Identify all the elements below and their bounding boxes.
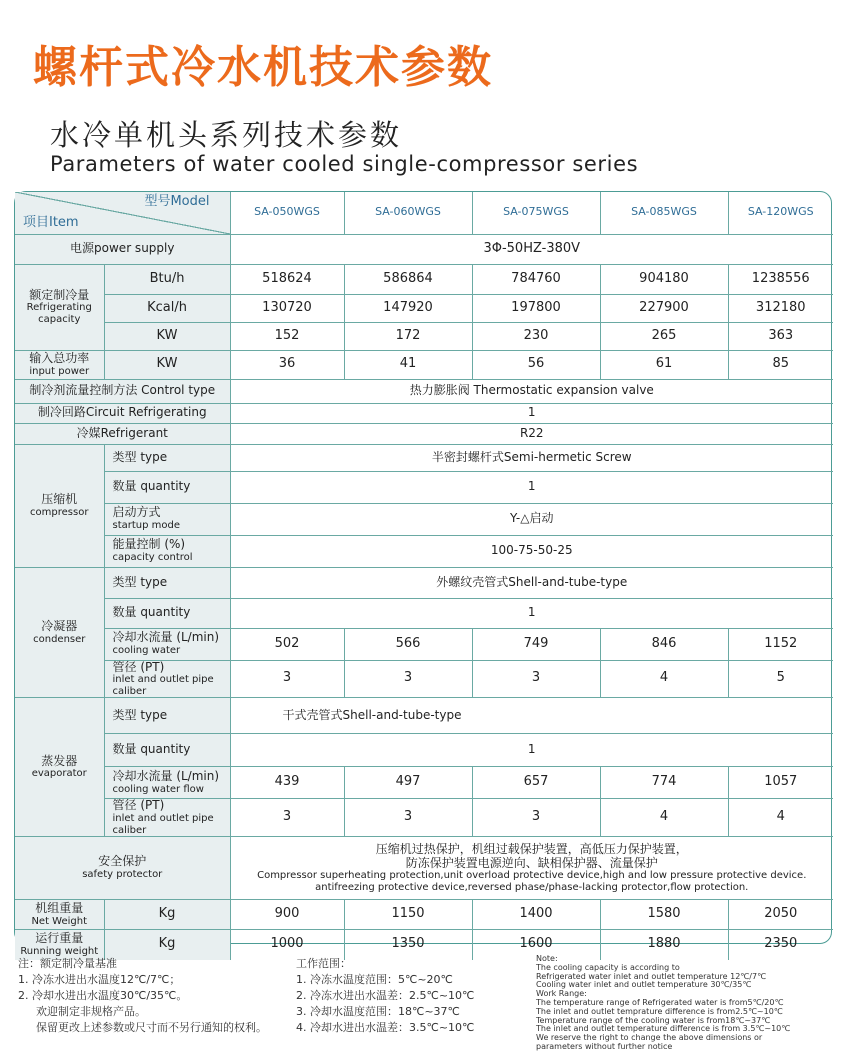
condenser-flow-value: 502 <box>230 628 344 660</box>
evaporator-quantity-label: 数量 quantity <box>104 734 230 767</box>
safety-value-cell <box>230 837 833 900</box>
note-line: 2. 冷却水进出水温度30℃/35℃。 <box>18 989 188 1002</box>
condenser-flow-label-en: cooling water <box>112 645 181 657</box>
input-power-value: 56 <box>472 350 600 379</box>
capacity-value: 152 <box>230 322 344 350</box>
evaporator-flow-value: 657 <box>472 767 600 799</box>
capacity-row-kw <box>15 322 833 350</box>
running-weight-value: 2350 <box>728 930 833 960</box>
condenser-pipe-value: 3 <box>230 660 344 698</box>
input-power-unit: KW <box>104 350 230 379</box>
condenser-flow-row <box>15 628 833 660</box>
page-title: 螺杆式冷水机技术参数 <box>33 42 493 93</box>
compressor-label-cell <box>15 444 104 567</box>
evaporator-flow-row <box>15 767 833 799</box>
condenser-pipe-label-cell <box>104 660 230 698</box>
running-weight-label-cn: 运行重量 <box>35 931 84 946</box>
net-weight-unit: Kg <box>104 900 230 930</box>
condenser-flow-value: 1152 <box>728 628 833 660</box>
compressor-type-row <box>15 444 833 471</box>
work-range-line: 4. 冷却水进出水温差：3.5℃~10℃ <box>296 1021 475 1034</box>
refrigerant-label: 冷媒Refrigerant <box>15 423 230 444</box>
note-en-line: The inlet and outlet temperature difference is from 3.5℃~10℃ <box>536 1024 791 1034</box>
evaporator-flow-value: 439 <box>230 767 344 799</box>
capacity-label-cell <box>15 264 104 350</box>
note-en-line: The cooling capacity is according to <box>536 962 680 972</box>
compressor-type-value: 半密封螺杆式Semi-hermetic Screw <box>230 444 833 471</box>
note-en-line: The temperature range of Refrigerated water is from5℃/20℃ <box>536 997 784 1007</box>
safety-line-en-1: Compressor superheating protection,unit overload protective device,high and low pressure protective device. <box>257 870 807 882</box>
evaporator-pipe-value: 4 <box>728 799 833 837</box>
running-weight-value: 1000 <box>230 930 344 960</box>
work-range-chinese <box>296 956 474 1036</box>
capacity-value: 363 <box>728 322 833 350</box>
work-range-line: 3. 冷却水温度范围：18℃~37℃ <box>296 1005 460 1018</box>
capacity-unit: Kcal/h <box>104 294 230 322</box>
power-supply-row <box>15 234 833 264</box>
evaporator-pipe-label-cn: 管径 (PT) <box>112 798 165 813</box>
note-en-line: Cooling water inlet and outlet temperature 30℃/35℃ <box>536 980 752 990</box>
note-en-line: Note: <box>536 954 558 963</box>
compressor-startup-row <box>15 503 833 535</box>
evaporator-pipe-label-en: inlet and outlet pipe caliber <box>112 813 214 836</box>
control-type-row <box>15 379 833 403</box>
item-header-label: 项目Item <box>23 214 79 230</box>
capacity-control-label-cn: 能量控制 (%) <box>112 537 186 552</box>
compressor-quantity-row <box>15 471 833 503</box>
model-name: SA-085WGS <box>600 192 728 234</box>
net-weight-label-en: Net Weight <box>31 915 88 927</box>
evaporator-type-row <box>15 698 833 734</box>
net-weight-label-cn: 机组重量 <box>35 900 84 915</box>
net-weight-row <box>15 900 833 930</box>
capacity-value: 147920 <box>344 294 472 322</box>
evaporator-quantity-row <box>15 734 833 767</box>
evaporator-pipe-label-cell <box>104 799 230 837</box>
input-power-value: 36 <box>230 350 344 379</box>
note-en-line: Temperature range of the cooling water is from18℃~37℃ <box>536 1015 771 1025</box>
evaporator-label-cell <box>15 698 104 837</box>
net-weight-value: 1150 <box>344 900 472 930</box>
capacity-control-label-en: capacity control <box>112 552 193 564</box>
condenser-pipe-value: 4 <box>600 660 728 698</box>
condenser-pipe-value: 5 <box>728 660 833 698</box>
evaporator-type-value: 干式壳管式Shell-and-tube-type <box>230 698 833 734</box>
notes-english <box>536 955 790 1052</box>
capacity-label-en: Refrigerating capacity <box>26 302 92 325</box>
condenser-quantity-row <box>15 598 833 628</box>
compressor-startup-label-cell <box>104 503 230 535</box>
evaporator-pipe-value: 4 <box>600 799 728 837</box>
condenser-label-en: condenser <box>33 633 86 645</box>
note-line: 保留更改上述参数或尺寸而不另行通知的权利。 <box>36 1021 267 1034</box>
running-weight-unit: Kg <box>104 930 230 960</box>
input-power-value: 61 <box>600 350 728 379</box>
compressor-quantity-label: 数量 quantity <box>104 471 230 503</box>
input-power-label-en: input power <box>29 365 90 377</box>
header-row <box>15 192 833 234</box>
condenser-flow-value: 566 <box>344 628 472 660</box>
refrigerant-row <box>15 423 833 444</box>
condenser-pipe-row <box>15 660 833 698</box>
spec-table <box>15 192 833 960</box>
evaporator-flow-label-cell <box>104 767 230 799</box>
compressor-label-cn: 压缩机 <box>41 491 78 506</box>
compressor-label-en: compressor <box>30 506 89 518</box>
refrigerant-value: R22 <box>230 423 833 444</box>
capacity-value: 265 <box>600 322 728 350</box>
capacity-value: 1238556 <box>728 264 833 294</box>
condenser-pipe-value: 3 <box>344 660 472 698</box>
capacity-value: 130720 <box>230 294 344 322</box>
model-name: SA-075WGS <box>472 192 600 234</box>
capacity-control-value: 100-75-50-25 <box>230 535 833 567</box>
circuit-row <box>15 403 833 423</box>
evaporator-type-label: 类型 type <box>104 698 230 734</box>
note-en-line: Work Range: <box>536 989 587 999</box>
evaporator-label-en: evaporator <box>31 768 87 780</box>
capacity-value: 518624 <box>230 264 344 294</box>
input-power-value: 85 <box>728 350 833 379</box>
model-name: SA-050WGS <box>230 192 344 234</box>
note-en-line: parameters without further notice <box>536 1041 673 1051</box>
model-header-label: 型号Model <box>144 194 210 209</box>
running-weight-value: 1880 <box>600 930 728 960</box>
capacity-value: 904180 <box>600 264 728 294</box>
input-power-row <box>15 350 833 379</box>
safety-label-cell <box>15 837 230 900</box>
header-diagonal-cell <box>15 192 230 234</box>
capacity-value: 172 <box>344 322 472 350</box>
compressor-startup-value: Y-△启动 <box>230 503 833 535</box>
condenser-pipe-label-cn: 管径 (PT) <box>112 659 165 674</box>
safety-row <box>15 837 833 900</box>
compressor-startup-label-cn: 启动方式 <box>112 505 161 520</box>
evaporator-label-cn: 蒸发器 <box>41 753 78 768</box>
compressor-quantity-value: 1 <box>230 471 833 503</box>
running-weight-value: 1600 <box>472 930 600 960</box>
capacity-unit: Btu/h <box>104 264 230 294</box>
subtitle-chinese: 水冷单机头系列技术参数 <box>50 118 403 152</box>
spec-table-frame <box>14 191 832 957</box>
control-type-value: 热力膨胀阀 Thermostatic expansion valve <box>230 379 833 403</box>
work-range-line: 2. 冷冻水进出水温差：2.5℃~10℃ <box>296 989 475 1002</box>
circuit-label: 制冷回路Circuit Refrigerating <box>15 403 230 423</box>
input-power-value: 41 <box>344 350 472 379</box>
subtitle-english: Parameters of water cooled single-compressor series <box>50 152 639 176</box>
net-weight-value: 900 <box>230 900 344 930</box>
capacity-row-btu <box>15 264 833 294</box>
evaporator-flow-value: 774 <box>600 767 728 799</box>
condenser-label-cn: 冷凝器 <box>41 618 78 633</box>
capacity-control-label-cell <box>104 535 230 567</box>
safety-line-cn-1: 压缩机过热保护，机组过载保护装置，高低压力保护装置， <box>375 841 688 856</box>
capacity-label-cn: 额定制冷量 <box>29 287 90 302</box>
condenser-pipe-label-en: inlet and outlet pipe caliber <box>112 674 214 697</box>
net-weight-value: 1580 <box>600 900 728 930</box>
power-supply-value: 3Φ-50HZ-380V <box>230 234 833 264</box>
condenser-quantity-value: 1 <box>230 598 833 628</box>
condenser-label-cell <box>15 567 104 698</box>
safety-label-cn: 安全保护 <box>98 854 147 869</box>
condenser-flow-label-cell <box>104 628 230 660</box>
running-weight-label-en: Running weight <box>20 945 99 957</box>
evaporator-flow-value: 1057 <box>728 767 833 799</box>
safety-label-en: safety protector <box>82 869 163 881</box>
evaporator-pipe-value: 3 <box>344 799 472 837</box>
condenser-flow-value: 749 <box>472 628 600 660</box>
model-name: SA-060WGS <box>344 192 472 234</box>
input-power-label-cn: 输入总功率 <box>29 350 90 365</box>
work-range-line: 工作范围： <box>296 957 351 970</box>
capacity-value: 227900 <box>600 294 728 322</box>
capacity-value: 784760 <box>472 264 600 294</box>
condenser-flow-label-cn: 冷却水流量 (L/min) <box>112 630 220 645</box>
capacity-value: 230 <box>472 322 600 350</box>
capacity-unit: KW <box>104 322 230 350</box>
note-line: 欢迎制定非规格产品。 <box>36 1005 146 1018</box>
condenser-flow-value: 846 <box>600 628 728 660</box>
net-weight-value: 1400 <box>472 900 600 930</box>
evaporator-pipe-value: 3 <box>472 799 600 837</box>
control-type-label: 制冷剂流量控制方法 Control type <box>15 379 230 403</box>
safety-line-cn-2: 防冻保护装置电源逆向、缺相保护器、流量保护 <box>405 855 658 870</box>
condenser-quantity-label: 数量 quantity <box>104 598 230 628</box>
evaporator-flow-label-cn: 冷却水流量 (L/min) <box>112 769 220 784</box>
condenser-type-label: 类型 type <box>104 567 230 598</box>
net-weight-label-cell <box>15 900 104 930</box>
capacity-value: 312180 <box>728 294 833 322</box>
evaporator-pipe-value: 3 <box>230 799 344 837</box>
input-power-label-cell <box>15 350 104 379</box>
condenser-type-value: 外螺纹壳管式Shell-and-tube-type <box>230 567 833 598</box>
evaporator-quantity-value: 1 <box>230 734 833 767</box>
model-name: SA-120WGS <box>728 192 833 234</box>
note-line: 1. 冷冻水进出水温度12℃/7℃； <box>18 973 181 986</box>
running-weight-value: 1350 <box>344 930 472 960</box>
note-en-line: Refrigerated water inlet and outlet temperature 12℃/7℃ <box>536 971 767 981</box>
evaporator-pipe-row <box>15 799 833 837</box>
compressor-capacity-control-row <box>15 535 833 567</box>
note-en-line: We reserve the right to change the above dimensions or <box>536 1033 763 1043</box>
note-en-line: The inlet and outlet temprature difference is from2.5℃~10℃ <box>536 1006 783 1016</box>
compressor-type-label: 类型 type <box>104 444 230 471</box>
circuit-value: 1 <box>230 403 833 423</box>
net-weight-value: 2050 <box>728 900 833 930</box>
capacity-value: 197800 <box>472 294 600 322</box>
evaporator-flow-label-en: cooling water flow <box>112 783 204 795</box>
compressor-startup-label-en: startup mode <box>112 520 181 532</box>
work-range-line: 1. 冷冻水温度范围：5℃~20℃ <box>296 973 453 986</box>
condenser-type-row <box>15 567 833 598</box>
condenser-pipe-value: 3 <box>472 660 600 698</box>
capacity-row-kcal <box>15 294 833 322</box>
safety-line-en-2: antifreezing protective device,reversed phase/phase-lacking protector,flow protection. <box>315 881 749 893</box>
notes-chinese <box>18 956 267 1036</box>
evaporator-flow-value: 497 <box>344 767 472 799</box>
power-supply-label: 电源power supply <box>15 234 230 264</box>
note-line: 注：额定制冷量基准 <box>18 957 117 970</box>
capacity-value: 586864 <box>344 264 472 294</box>
